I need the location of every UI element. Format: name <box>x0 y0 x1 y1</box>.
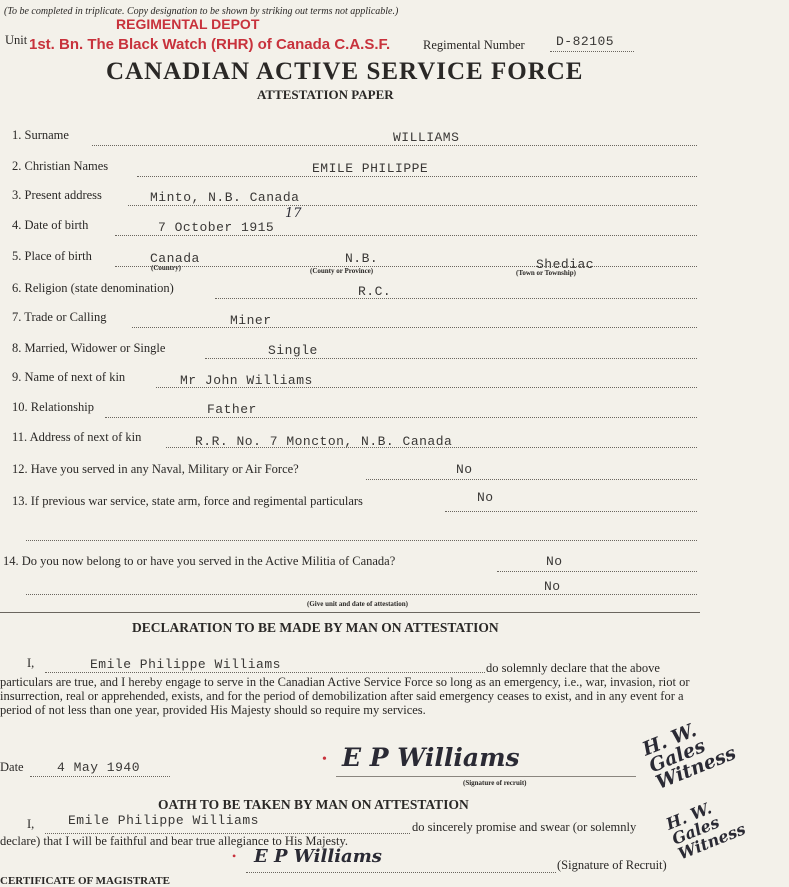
oath-line2: declare) that I will be faithful and bear true allegiance to His Majesty. <box>0 834 349 848</box>
regimental-number-label: Regimental Number <box>423 38 525 52</box>
oath-name: Emile Philippe Williams <box>68 813 259 828</box>
county-caption: (County or Province) <box>310 267 374 275</box>
militia-label: 14. Do you now belong to or have you served in the Active Militia of Canada? <box>3 554 396 568</box>
oath-signature: E P Williams <box>254 846 382 867</box>
declaration-witness-signature: H. W. Gales Witness <box>639 719 740 794</box>
oath-signature-caption: (Signature of Recruit) <box>557 858 667 872</box>
birth-country-value: Canada <box>150 251 200 266</box>
present-address-value: Minto, N.B. Canada <box>150 190 300 205</box>
recruit-signature: E P Williams <box>342 743 520 772</box>
next-of-kin-address-value: R.R. No. 7 Moncton, N.B. Canada <box>195 434 453 449</box>
trade-value: Miner <box>230 313 272 328</box>
declaration-date-value: 4 May 1940 <box>57 760 141 775</box>
marital-status-label: 8. Married, Widower or Single <box>12 341 166 355</box>
surname-label: 1. Surname <box>12 128 69 142</box>
militia-caption: (Give unit and date of attestation) <box>307 600 408 608</box>
next-of-kin-value: Mr John Williams <box>180 373 313 388</box>
country-caption: (Country) <box>151 264 181 272</box>
militia-value-2: No <box>544 579 561 594</box>
depot-stamp: REGIMENTAL DEPOT <box>116 16 260 32</box>
present-address-label: 3. Present address <box>12 188 102 202</box>
declaration-heading: DECLARATION TO BE MADE BY MAN ON ATTESTATION <box>132 620 499 635</box>
trade-label: 7. Trade or Calling <box>12 310 107 324</box>
next-of-kin-label: 9. Name of next of kin <box>12 370 126 384</box>
marital-status-value: Single <box>268 343 318 358</box>
unit-value: 1st. Bn. The Black Watch (RHR) of Canada C.A.S.F. <box>29 36 391 53</box>
prior-service-value: No <box>456 462 473 477</box>
declaration-prefix: I, <box>27 656 35 670</box>
militia-value: No <box>546 554 563 569</box>
relationship-value: Father <box>207 402 257 417</box>
war-service-label: 13. If previous war service, state arm, force and regimental particulars <box>12 494 363 508</box>
next-of-kin-address-label: 11. Address of next of kin <box>12 430 142 444</box>
religion-label: 6. Religion (state denomination) <box>12 281 174 295</box>
declaration-name: Emile Philippe Williams <box>90 657 281 672</box>
declaration-body: particulars are true, and I hereby engage to serve in the Canadian Active Service Force so long as an emergency, i.e., war, invasion, riot or insurrection, real or apprehended, exists, and for the period of demobilization after said emergency ceases to exist, and in any event for a period of not less than one year, provided His Majesty should so require my services. <box>0 675 690 717</box>
triplicate-note: (To be completed in triplicate. Copy designation to be shown by striking out terms not applicable.) <box>4 6 399 17</box>
birth-town-value: Shediac <box>536 257 595 272</box>
place-of-birth-label: 5. Place of birth <box>12 249 92 263</box>
declaration-date-label: Date <box>0 760 24 774</box>
christian-names-value: EMILE PHILIPPE <box>312 161 429 176</box>
surname-value: WILLIAMS <box>393 130 460 145</box>
form-subtitle: ATTESTATION PAPER <box>257 87 394 102</box>
prior-service-label: 12. Have you served in any Naval, Military or Air Force? <box>12 462 299 476</box>
oath-heading: OATH TO BE TAKEN BY MAN ON ATTESTATION <box>158 797 469 812</box>
footer-partial-heading: CERTIFICATE OF MAGISTRATE <box>0 875 170 887</box>
recruit-signature-caption: (Signature of recruit) <box>463 779 527 787</box>
oath-witness-signature: H. W. Gales Witness <box>663 798 749 864</box>
unit-label: Unit <box>5 33 28 47</box>
date-of-birth-value: 7 October 1915 <box>158 220 275 235</box>
birth-province-value: N.B. <box>345 251 379 266</box>
regimental-number-value: D-82105 <box>556 34 615 49</box>
war-service-value: No <box>477 490 494 505</box>
christian-names-label: 2. Christian Names <box>12 159 109 173</box>
date-of-birth-label: 4. Date of birth <box>12 218 89 232</box>
oath-prefix: I, <box>27 817 35 831</box>
religion-value: R.C. <box>358 284 392 299</box>
town-caption: (Town or Township) <box>516 269 576 277</box>
oath-line1-end: do sincerely promise and swear (or solemnly <box>412 820 637 834</box>
relationship-label: 10. Relationship <box>12 400 94 414</box>
form-title: CANADIAN ACTIVE SERVICE FORCE <box>106 58 584 85</box>
declaration-line1-end: do solemnly declare that the above <box>486 661 660 675</box>
birth-year-annotation: 17 <box>285 206 302 221</box>
